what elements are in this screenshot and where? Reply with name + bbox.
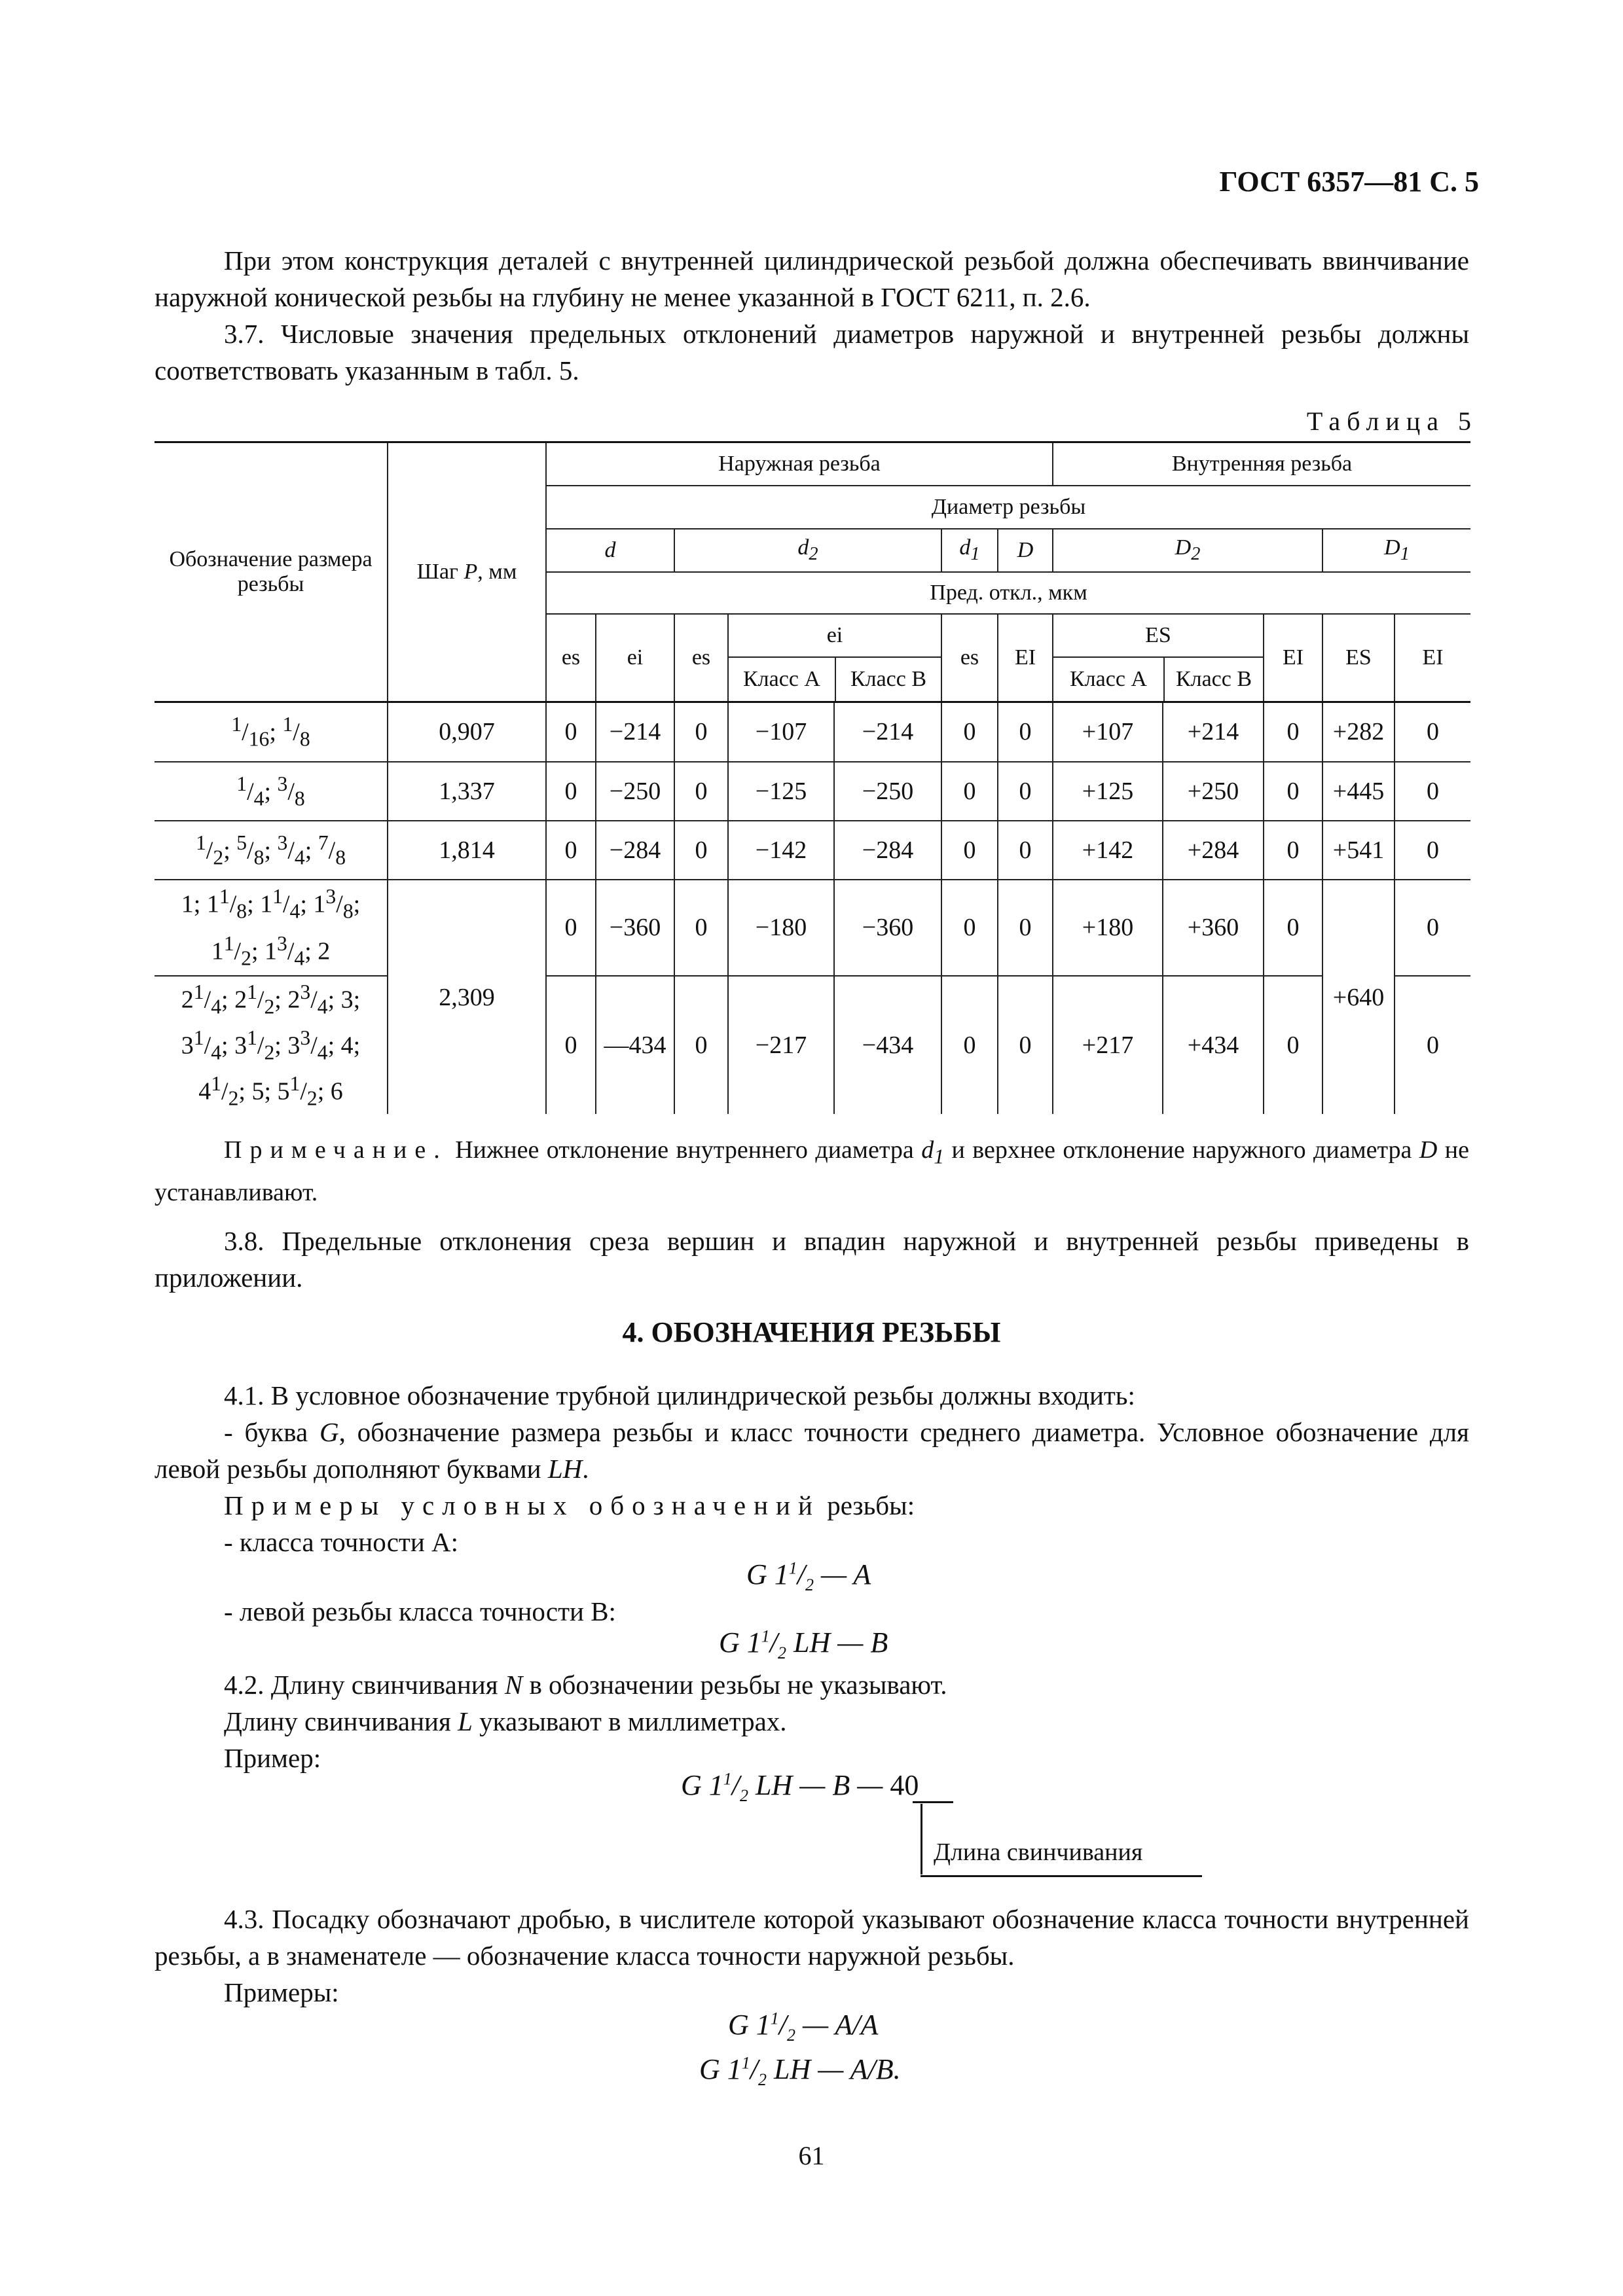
col-header-outer: Наружная резьба <box>546 442 1053 486</box>
callout-label: Длина свинчивания <box>934 1839 1143 1866</box>
cell-value: +217 <box>1053 976 1163 1115</box>
cell-value: +360 <box>1163 880 1264 976</box>
col-header-EI: EI <box>998 614 1053 702</box>
cell-value: 0 <box>941 702 998 762</box>
callout-baseline <box>921 1875 1202 1877</box>
cell-value: 0 <box>1264 702 1322 762</box>
col-header-class-b: Класс В <box>850 666 927 691</box>
cell-value: 0 <box>998 880 1053 976</box>
formula-example-2: G $1^1/_2$ LH — B <box>719 1626 888 1662</box>
col-header-D: D <box>998 529 1053 572</box>
col-header-es: es <box>674 614 728 702</box>
table-row <box>155 762 1470 821</box>
cell-value: +640 <box>1322 880 1395 1114</box>
thread-pitch: 1,814 <box>388 821 546 880</box>
col-header-ES: ES <box>1053 615 1263 658</box>
cell-value: 0 <box>998 976 1053 1115</box>
table-row <box>155 976 1470 1115</box>
col-header-D2: $D_2$ <box>1053 529 1322 572</box>
page-header: ГОСТ 6357—81 С. 5 <box>1219 166 1479 198</box>
col-header-es: es <box>546 614 596 702</box>
cell-value: 0 <box>998 762 1053 821</box>
length-callout <box>921 1804 1202 1877</box>
cell-value: +541 <box>1322 821 1395 880</box>
cell-value: 0 <box>674 702 728 762</box>
cell-value: 0 <box>1264 762 1322 821</box>
thread-size: 1; $1^1/_8$; $1^1/_4$; $1^3/_8$; $1^1/_2$; $1^3/_4$; 2 <box>155 880 388 976</box>
col-header-es: es <box>941 614 998 702</box>
callout-leader <box>921 1804 922 1874</box>
paragraph-4-1-item: - буква G, обозначение размера резьбы и класс точности среднего диаметра. Условное обозначение для левой резьбы дополняют буквами LH. <box>155 1417 1469 1484</box>
formula-example-3: G $1^1/_2$ LH — B — 40 <box>681 1769 919 1805</box>
cell-value: 0 <box>1395 976 1470 1115</box>
cell-value: +282 <box>1322 702 1395 762</box>
cell-value: +434 <box>1163 976 1264 1115</box>
examples-heading: Примеры условных обозначений резьбы: <box>224 1490 915 1520</box>
cell-value: 0 <box>941 762 998 821</box>
cell-value: 0 <box>546 880 596 976</box>
cell-value: −214 <box>596 702 674 762</box>
col-header-ei: ei <box>729 615 941 658</box>
paragraph-4-2b: Длину свинчивания L указывают в миллиметрах. <box>224 1706 787 1736</box>
cell-value: 0 <box>941 976 998 1115</box>
length-underline <box>913 1801 953 1803</box>
cell-value: −284 <box>596 821 674 880</box>
table-row <box>155 702 1470 762</box>
table-row <box>155 880 1470 976</box>
paragraph-construction: При этом конструкция деталей с внутренней цилиндрической резьбой должна обеспечивать ввинчивание наружной конической резьбы на глубину не менее указанной в ГОСТ 6211, п. 2.6. <box>155 245 1469 312</box>
cell-value: 0 <box>674 976 728 1115</box>
cell-value: −107 <box>728 702 834 762</box>
cell-value: −284 <box>834 821 941 880</box>
col-header-class-b: Класс В <box>1175 666 1252 691</box>
example-2-label: - левой резьбы класса точности В: <box>224 1596 616 1626</box>
formula-example-4: G $1^1/_2$ — A/A <box>728 2009 879 2045</box>
col-header-class-a: Класс А <box>729 658 836 701</box>
col-header-deviation: Пред. откл., мкм <box>546 572 1470 614</box>
table-row <box>155 821 1470 880</box>
paragraph-4-3: 4.3. Посадку обозначают дробью, в числителе которой указывают обозначение класса точности внутренней резьбы, а в знаменателе — обозначение класса точности наружной резьбы. <box>155 1904 1469 1971</box>
col-header-class-a: Класс А <box>1053 658 1165 701</box>
cell-value: +284 <box>1163 821 1264 880</box>
col-header-diameter: Диаметр резьбы <box>546 486 1470 529</box>
col-header-ES: ES <box>1322 614 1395 702</box>
cell-value: 0 <box>674 762 728 821</box>
thread-pitch: 1,337 <box>388 762 546 821</box>
cell-value: 0 <box>1395 702 1470 762</box>
cell-value: 0 <box>546 762 596 821</box>
col-header-inner: Внутренняя резьба <box>1053 442 1470 486</box>
cell-value: −250 <box>834 762 941 821</box>
cell-value: 0 <box>1395 880 1470 976</box>
cell-value: 0 <box>546 702 596 762</box>
cell-value: 0 <box>998 702 1053 762</box>
thread-size: $2^1/_4$; $2^1/_2$; $2^3/_4$; 3; $3^1/_4$; $3^1/_2$; $3^3/_4$; 4; $4^1/_2$; 5; $5^1/_2$; 6 <box>155 976 388 1115</box>
col-header-ES-classes <box>1053 614 1264 702</box>
thread-pitch: 0,907 <box>388 702 546 762</box>
table-note: Примечание. Нижнее отклонение внутреннего диаметра $d_1$ и верхнее отклонение наружного диаметра D не устанавливают. <box>155 1136 1470 1206</box>
paragraph-3-7: 3.7. Числовые значения предельных отклонений диаметров наружной и внутренней резьбы должны соответствовать указанным в табл. 5. <box>155 319 1469 386</box>
cell-value: 0 <box>941 880 998 976</box>
col-header-ei-classes <box>728 614 941 702</box>
cell-value: +142 <box>1053 821 1163 880</box>
cell-value: +180 <box>1053 880 1163 976</box>
col-header-D1: $D_1$ <box>1322 529 1470 572</box>
cell-value: −214 <box>834 702 941 762</box>
formula-example-5: G $1^1/_2$ LH — A/B. <box>699 2053 901 2089</box>
paragraph-3-8: 3.8. Предельные отклонения среза вершин и впадин наружной и внутренней резьбы приведены в приложении. <box>155 1226 1469 1293</box>
cell-value: 0 <box>674 821 728 880</box>
formula-example-1: G $1^1/_2$ — A <box>746 1558 871 1594</box>
page-number: 61 <box>798 2141 825 2170</box>
table-caption: Таблица 5 <box>1306 406 1478 436</box>
cell-value: —434 <box>596 976 674 1115</box>
col-header-pitch: Шаг P, мм <box>388 442 546 702</box>
thread-pitch: 2,309 <box>388 880 546 1114</box>
cell-value: +125 <box>1053 762 1163 821</box>
cell-value: 0 <box>1264 880 1322 976</box>
example-label: Пример: <box>224 1743 321 1773</box>
col-header-d: d <box>546 529 674 572</box>
col-header-designation: Обозначение размера резьбы <box>155 442 388 702</box>
table-5 <box>155 441 1470 1114</box>
cell-value: 0 <box>998 821 1053 880</box>
cell-value: 0 <box>1395 762 1470 821</box>
paragraph-4-2: 4.2. Длину свинчивания N в обозначении резьбы не указывают. <box>224 1670 947 1700</box>
cell-value: 0 <box>674 880 728 976</box>
cell-value: +445 <box>1322 762 1395 821</box>
cell-value: −142 <box>728 821 834 880</box>
col-header-d2: $d_2$ <box>674 529 941 572</box>
cell-value: 0 <box>546 976 596 1115</box>
col-header-EI: EI <box>1264 614 1322 702</box>
cell-value: −360 <box>834 880 941 976</box>
cell-value: −125 <box>728 762 834 821</box>
cell-value: −360 <box>596 880 674 976</box>
cell-value: 0 <box>546 821 596 880</box>
paragraph-4-1: 4.1. В условное обозначение трубной цилиндрической резьбы должны входить: <box>224 1380 1135 1410</box>
thread-size: $^1/_{16}$; $^1/_8$ <box>155 702 388 762</box>
cell-value: −217 <box>728 976 834 1115</box>
cell-value: −180 <box>728 880 834 976</box>
cell-value: −434 <box>834 976 941 1115</box>
col-header-EI: EI <box>1395 614 1470 702</box>
cell-value: 0 <box>1264 976 1322 1115</box>
col-header-ei: ei <box>596 614 674 702</box>
section-title: 4. ОБОЗНАЧЕНИЯ РЕЗЬБЫ <box>622 1316 1001 1348</box>
cell-value: +250 <box>1163 762 1264 821</box>
cell-value: 0 <box>941 821 998 880</box>
cell-value: −250 <box>596 762 674 821</box>
col-header-d1: $d_1$ <box>941 529 998 572</box>
examples2-label: Примеры: <box>224 1977 339 2007</box>
cell-value: 0 <box>1264 821 1322 880</box>
cell-value: +107 <box>1053 702 1163 762</box>
cell-value: +214 <box>1163 702 1264 762</box>
thread-size: $^1/_2$; $^5/_8$; $^3/_4$; $^7/_8$ <box>155 821 388 880</box>
cell-value: 0 <box>1395 821 1470 880</box>
thread-size: $^1/_4$; $^3/_8$ <box>155 762 388 821</box>
example-1-label: - класса точности А: <box>224 1527 459 1557</box>
